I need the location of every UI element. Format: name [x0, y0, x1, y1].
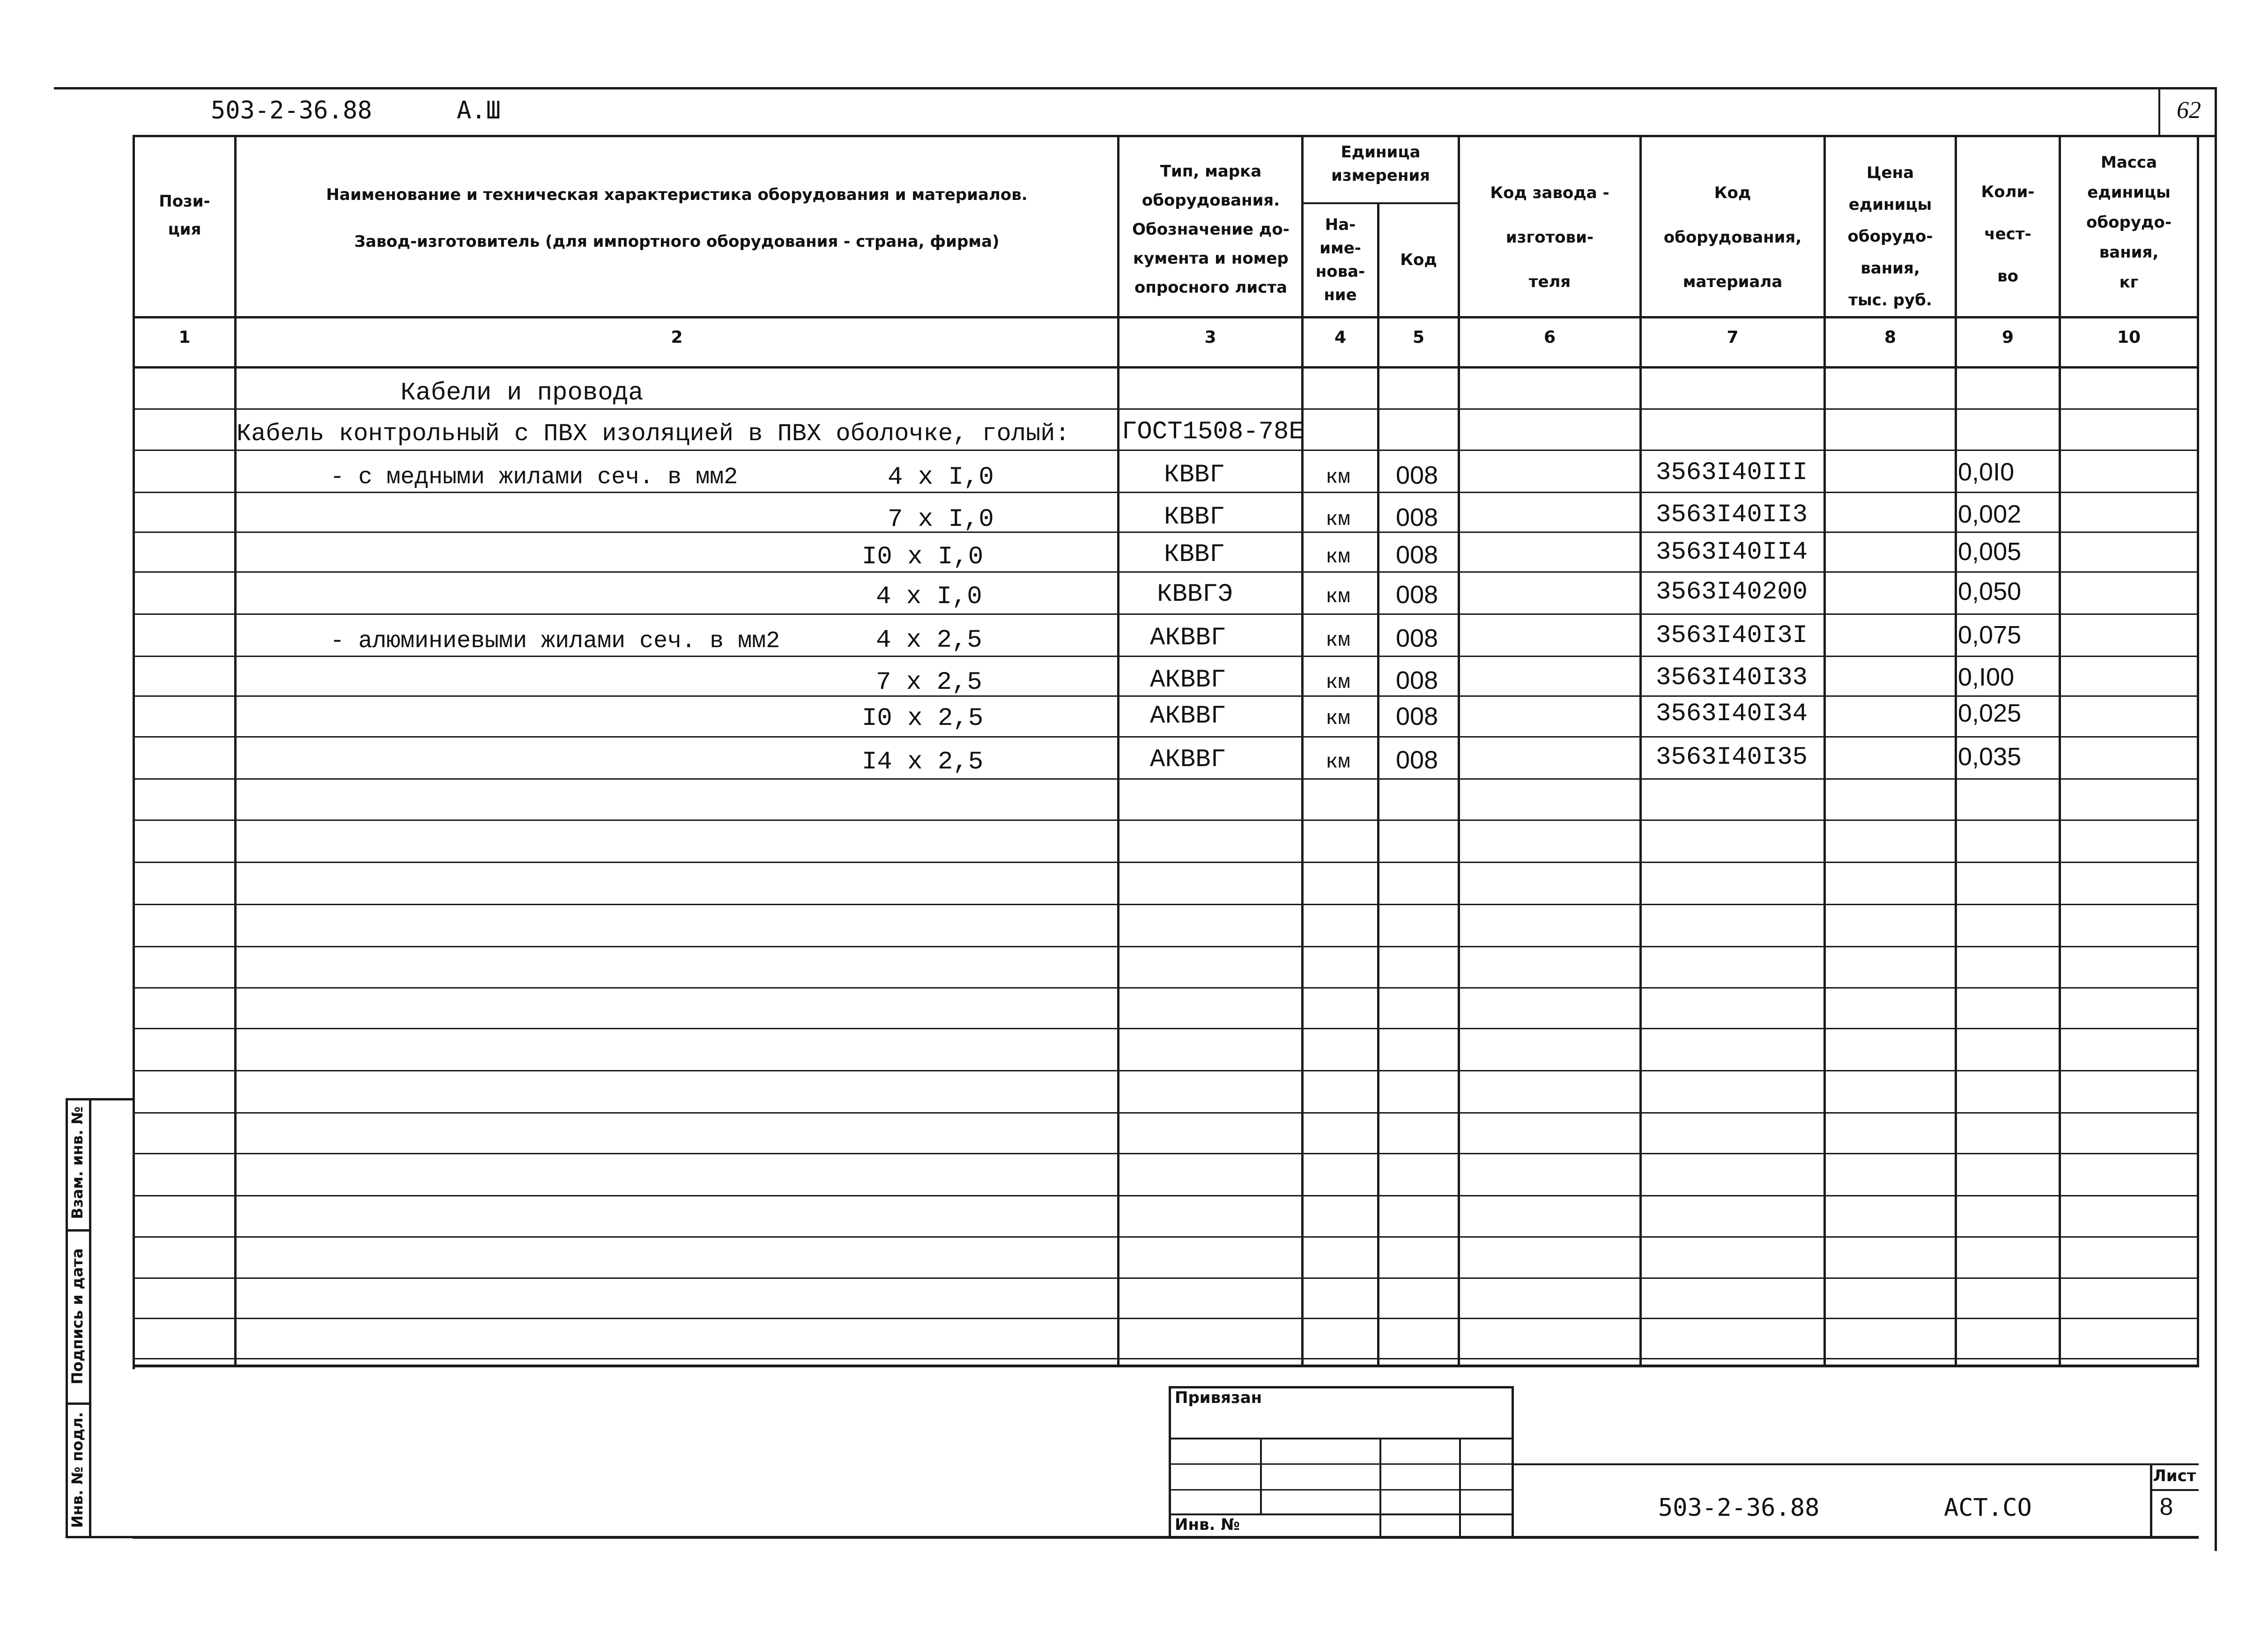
row-qty: 0,I00 — [1958, 663, 2015, 691]
doc-code-bottom: 503-2-36.88 — [1658, 1494, 1820, 1522]
sheet-top-border — [54, 87, 2217, 89]
header-mass: Масса единицы оборудо- вания, кг — [2086, 153, 2172, 292]
sheet-number: 8 — [2159, 1493, 2173, 1520]
row-unit: км — [1326, 508, 1350, 531]
attached-label: Привязан — [1175, 1388, 1262, 1407]
column-number: 4 — [1334, 328, 1347, 347]
header-equipment-code: Код оборудования, материала — [1663, 184, 1802, 291]
row-name: Кабель контрольный с ПВХ изоляцией в ПВХ оболочке, голый: — [237, 420, 1070, 448]
row-unit: км — [1326, 707, 1350, 731]
row-name: Кабели и провода — [400, 379, 644, 407]
header-unit-group: Единица измерения — [1331, 143, 1430, 185]
column-number: 7 — [1727, 328, 1739, 347]
sheet-right-border — [2215, 87, 2217, 1551]
row-unit: км — [1326, 751, 1350, 774]
row-name: - с медными жилами сеч. в мм2 — [330, 464, 738, 491]
row-unit: км — [1326, 671, 1350, 694]
row-qty: 0,0I0 — [1958, 458, 2015, 486]
row-unit: км — [1326, 585, 1350, 609]
row-code: 3563I40I35 — [1656, 743, 1808, 772]
page-number-divider — [2158, 87, 2160, 137]
page-number: 62 — [2177, 97, 2201, 124]
row-qty: 0,075 — [1958, 621, 2022, 649]
row-type: ГОСТ1508-78Е — [1122, 418, 1304, 446]
row-qty: 0,035 — [1958, 743, 2022, 771]
row-code: 3563I40I3I — [1656, 621, 1808, 650]
album-bottom: АСТ.СО — [1944, 1494, 2032, 1522]
album-top: А.Ш — [457, 96, 501, 125]
column-number: 8 — [1884, 328, 1897, 347]
header-name-line1: Наименование и техническая характеристика оборудования и материалов. — [326, 185, 1028, 204]
column-number: 3 — [1204, 328, 1216, 347]
sheet-label: Лист — [2153, 1467, 2196, 1485]
stamp-signature-date: Подпись и дата — [68, 1248, 86, 1385]
row-size: 7 x 2,5 — [876, 668, 982, 697]
row-size: I4 x 2,5 — [862, 748, 984, 776]
header-name-line2: Завод-изготовитель (для импортного оборудования - страна, фирма) — [354, 232, 1000, 251]
row-type: КВВГ — [1164, 540, 1225, 569]
column-number: 2 — [671, 328, 683, 347]
column-number: 5 — [1412, 328, 1425, 347]
row-unit-code: 008 — [1396, 702, 1438, 731]
row-unit-code: 008 — [1396, 624, 1438, 652]
column-number: 1 — [178, 328, 191, 347]
header-position: Пози- ция — [159, 192, 210, 239]
row-size: 4 x I,0 — [876, 583, 982, 611]
header-type: Тип, марка оборудования. Обозначение до- кумента и номер опросного листа — [1132, 162, 1290, 297]
stamp-original-inv: Инв. № подл. — [68, 1412, 86, 1528]
row-qty: 0,050 — [1958, 577, 2022, 605]
column-number: 10 — [2117, 328, 2141, 347]
row-type: АКВВГ — [1150, 666, 1226, 694]
row-unit: км — [1326, 546, 1350, 569]
row-unit-code: 008 — [1396, 461, 1438, 489]
row-size: I0 x I,0 — [862, 543, 984, 571]
stamp-replacement-inv: Взам. инв. № — [68, 1106, 86, 1219]
column-number: 9 — [2001, 328, 2014, 347]
row-type: КВВГЭ — [1157, 580, 1233, 609]
inv-label: Инв. № — [1175, 1515, 1240, 1534]
header-maker-code: Код завода - изготови- теля — [1490, 184, 1609, 291]
header-price: Цена единицы оборудо- вания, тыс. руб. — [1847, 163, 1933, 310]
header-unit-name: На- име- нова- ние — [1315, 215, 1365, 304]
row-type: АКВВГ — [1150, 745, 1226, 774]
doc-code-top: 503-2-36.88 — [211, 96, 372, 125]
row-type: АКВВГ — [1150, 624, 1226, 652]
row-code: 3563I40II3 — [1656, 501, 1808, 529]
header-quantity: Коли- чест- во — [1981, 183, 2035, 286]
row-unit-code: 008 — [1396, 746, 1438, 774]
row-code: 3563I40II4 — [1656, 538, 1808, 567]
header-unit-code: Код — [1400, 251, 1437, 269]
row-qty: 0,002 — [1958, 500, 2022, 528]
row-unit: км — [1326, 629, 1350, 652]
row-size: 4 x 2,5 — [876, 626, 982, 655]
row-code: 3563I40III — [1656, 458, 1808, 487]
row-qty: 0,025 — [1958, 699, 2022, 727]
row-unit-code: 008 — [1396, 666, 1438, 694]
column-number: 6 — [1543, 328, 1556, 347]
row-type: АКВВГ — [1150, 702, 1226, 731]
row-size: 4 x I,0 — [888, 463, 994, 492]
row-type: КВВГ — [1164, 503, 1225, 531]
row-unit-code: 008 — [1396, 503, 1438, 531]
row-code: 3563I40200 — [1656, 578, 1808, 606]
row-size: I0 x 2,5 — [862, 704, 984, 733]
row-name: - алюминиевыми жилами сеч. в мм2 — [330, 628, 780, 655]
row-type: КВВГ — [1164, 461, 1225, 489]
row-code: 3563I40I33 — [1656, 664, 1808, 692]
row-qty: 0,005 — [1958, 538, 2022, 566]
top-strip-bottom — [133, 135, 2217, 137]
row-unit: км — [1326, 466, 1350, 489]
row-unit-code: 008 — [1396, 581, 1438, 609]
row-unit-code: 008 — [1396, 541, 1438, 569]
row-size: 7 x I,0 — [888, 505, 994, 534]
row-code: 3563I40I34 — [1656, 700, 1808, 728]
